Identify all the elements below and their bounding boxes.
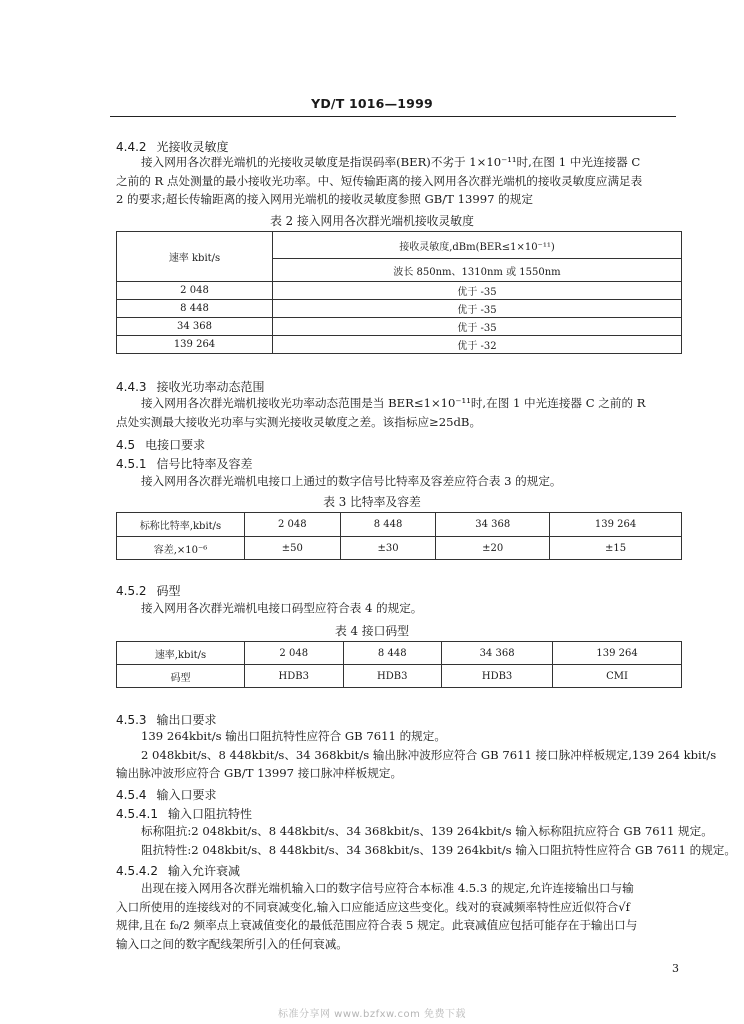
section-heading-4-5-4-1 [116,805,252,822]
table-cell: ±15 [550,537,682,560]
section-number: 4.5 [116,438,136,452]
paragraph-4-5-2 [116,599,682,618]
table-cell: 8 448 [343,642,442,665]
table-cell: 8 448 [117,300,273,318]
table-header-cell: 标称比特率,kbit/s [117,513,245,537]
table-header-cell: 速率,kbit/s [117,642,245,665]
table-row [117,665,682,688]
paragraph-line: 输入口之间的数字配线架所引入的任何衰减。 [116,936,348,951]
paragraph-line: 规律,且在 f₀/2 频率点上衰减值变化的最低范围应符合表 5 规定。此衰减值应包括可能存在于输出口与 [116,918,638,932]
section-title: 光接收灵敏度 [156,140,229,154]
table-row [117,336,682,354]
table-cell: ±50 [245,537,341,560]
table-cell: 2 048 [117,282,273,300]
section-heading-4-5-3 [116,711,217,728]
table-cell: HDB3 [343,665,442,688]
section-heading-4-5 [116,436,205,453]
paragraph-line: 入口所使用的连接线对的不同衰减变化,输入口应能适应这些变化。线对的衰减频率特性应近似符合√f [116,899,630,914]
section-title: 电接口要求 [145,438,206,452]
paragraph-line: 接入网用各次群光端机接收光功率动态范围是当 BER≤1×10⁻¹¹时,在图 1 中光连接器 C 之前的 R [141,396,646,410]
table-row [117,300,682,318]
table-cell: 34 368 [117,318,273,336]
table-row [117,282,682,300]
section-number: 4.4.2 [116,140,147,154]
paragraph-4-4-3 [116,394,682,431]
section-number: 4.5.2 [116,584,147,598]
paragraph-line: 接入网用各次群光端机的光接收灵敏度是指误码率(BER)不劣于 1×10⁻¹¹时,在图 1 中光连接器 C [141,155,641,169]
table-cell: 2 048 [245,642,344,665]
paragraph-line: 接入网用各次群光端机电接口码型应符合表 4 的规定。 [141,601,423,615]
section-title: 信号比特率及容差 [156,457,253,471]
section-number: 4.5.1 [116,457,147,471]
paragraph-line: 标称阻抗:2 048kbit/s、8 448kbit/s、34 368kbit/s、139 264kbit/s 输入标称阻抗应符合 GB 7611 规定。 [141,824,713,838]
table-header-cell: 码型 [117,665,245,688]
standard-number: YD/T 1016—1999 [311,96,433,111]
table-header-cell: 波长 850nm、1310nm 或 1550nm [273,259,682,282]
section-number: 4.4.3 [116,380,147,394]
section-number: 4.5.3 [116,713,147,727]
table-2-receiver-sensitivity [116,231,682,354]
paragraph-line: 点处实测最大接收光功率与实测光接收灵敏度之差。该指标应≥25dB。 [116,414,482,429]
paragraph-4-5-4-2 [116,879,682,953]
section-title: 输入口阻抗特性 [167,807,252,821]
section-title: 输入允许衰减 [167,864,240,878]
table-cell: 8 448 [340,513,436,537]
table-cell: 优于 -35 [273,318,682,336]
paragraph-4-5-4-1 [116,822,736,859]
section-heading-4-5-4-2 [116,862,240,879]
section-title: 接收光功率动态范围 [156,380,265,394]
table-caption-4: 表 4 接口码型 [335,624,409,638]
paragraph-4-4-2 [116,153,682,209]
section-title: 输出口要求 [156,713,217,727]
table-caption-2: 表 2 接入网用各次群光端机接收灵敏度 [270,214,474,228]
table-cell: 优于 -35 [273,300,682,318]
table-cell: 139 264 [117,336,273,354]
table-row [117,642,682,665]
section-heading-4-4-3 [116,378,265,395]
table-row [117,318,682,336]
paragraph-line: 之前的 R 点处测量的最小接收光功率。中、短传输距离的接入网用各次群光端机的接收灵敏度应满足表 [116,173,643,188]
table-3-bit-rate-tolerance [116,512,682,560]
paragraph-4-5-1 [116,472,682,491]
table-caption-3: 表 3 比特率及容差 [323,495,421,509]
table-header-cell: 容差,×10⁻⁶ [117,537,245,560]
table-header-cell: 速率 kbit/s [117,232,273,282]
header-rule [110,116,676,117]
table-4-interface-code [116,641,682,688]
table-cell: 34 368 [442,642,553,665]
paragraph-line: 2 048kbit/s、8 448kbit/s、34 368kbit/s 输出脉冲波形应符合 GB 7611 接口脉冲样板规定,139 264 kbit/s [141,747,717,762]
section-title: 输入口要求 [156,788,217,802]
section-number: 4.5.4 [116,788,147,802]
paragraph-line: 输出脉冲波形应符合 GB/T 13997 接口脉冲样板规定。 [116,766,403,780]
page-number: 3 [672,962,679,975]
watermark: 标准分享网 www.bzfxw.com 免费下载 [278,1009,466,1020]
paragraph-line: 2 的要求;超长传输距离的接入网用光端机的接收灵敏度参照 GB/T 13997 的规定 [116,192,533,206]
paragraph-line: 接入网用各次群光端机电接口上通过的数字信号比特率及容差应符合表 3 的规定。 [141,474,562,488]
table-cell: ±30 [340,537,436,560]
paragraph-line: 出现在接入网用各次群光端机输入口的数字信号应符合本标准 4.5.3 的规定,允许连接输出口与输 [141,881,634,895]
table-cell: 139 264 [550,513,682,537]
table-cell: HDB3 [245,665,344,688]
section-title: 码型 [156,584,181,598]
section-heading-4-5-4 [116,786,217,803]
table-cell: HDB3 [442,665,553,688]
table-cell: 优于 -32 [273,336,682,354]
table-cell: 优于 -35 [273,282,682,300]
table-cell: 139 264 [553,642,682,665]
table-cell: 34 368 [436,513,550,537]
table-header-cell: 接收灵敏度,dBm(BER≤1×10⁻¹¹) [273,232,682,259]
table-row [117,537,682,560]
section-heading-4-5-2 [116,582,181,599]
table-row [117,513,682,537]
paragraph-4-5-3 [116,727,717,783]
table-cell: 2 048 [245,513,341,537]
section-number: 4.5.4.2 [116,864,158,878]
paragraph-line: 139 264kbit/s 输出口阻抗特性应符合 GB 7611 的规定。 [141,729,446,743]
section-heading-4-5-1 [116,455,253,472]
table-cell: ±20 [436,537,550,560]
table-cell: CMI [553,665,682,688]
paragraph-line: 阻抗特性:2 048kbit/s、8 448kbit/s、34 368kbit/s、139 264kbit/s 输入口阻抗特性应符合 GB 7611 的规定。 [141,842,736,857]
section-number: 4.5.4.1 [116,807,158,821]
